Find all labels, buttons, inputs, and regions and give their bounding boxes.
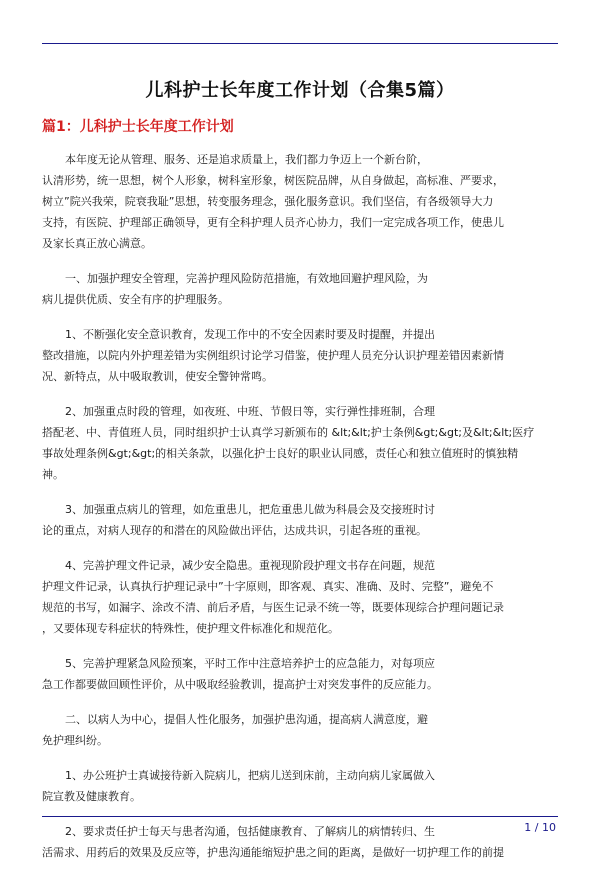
paragraph-line: 护理文件记录，认真执行护理记录中”十字原则，即客观、真实、准确、及时、完整”，避免不: [42, 580, 494, 593]
paragraph-line: 一、加强护理安全管理，完善护理风险防范措施，有效地回避护理风险，为: [65, 272, 428, 285]
paragraph-line: 本年度无论从管理、服务、还是追求质量上，我们都力争迈上一个新台阶，: [65, 153, 428, 166]
paragraph: [42, 765, 558, 807]
paragraph: [42, 499, 558, 541]
paragraph-line: 3、加强重点病儿的管理，如危重患儿，把危重患儿做为科晨会及交接班时讨: [65, 503, 435, 516]
paragraph-line: 1、不断强化安全意识教育，发现工作中的不安全因素时要及时提醒，并提出: [65, 328, 435, 341]
document-title: 儿科护士长年度工作计划（合集5篇）: [145, 80, 455, 101]
section-title: 篇1：儿科护士长年度工作计划: [42, 119, 234, 135]
header-rule: [42, 43, 558, 44]
page-number: 1 / 10: [524, 821, 556, 834]
paragraph-line: ，又要体现专科症状的特殊性，使护理文件标准化和规范化。: [42, 622, 339, 635]
paragraph-line: 病儿提供优质、安全有序的护理服务。: [42, 293, 229, 306]
paragraph-line: 4、完善护理文件记录，减少安全隐患。重视现阶段护理文书存在问题，规范: [65, 559, 435, 572]
paragraph-line: 树立”院兴我荣，院衰我耻”思想，转变服务理念，强化服务意识。我们坚信，有各级领导大力: [42, 195, 494, 208]
paragraph: [42, 653, 558, 695]
paragraph-line: 急工作都要做回顾性评价，从中吸取经验教训，提高护士对突发事件的反应能力。: [42, 678, 438, 691]
paragraph-line: 2、要求责任护士每天与患者沟通，包括健康教育、了解病儿的病情转归、生: [65, 825, 435, 838]
footer-rule: [42, 816, 558, 817]
paragraph-line: 支持，有医院、护理部正确领导，更有全科护理人员齐心协力，我们一定完成各项工作，使患儿: [42, 216, 504, 229]
paragraph: [42, 821, 558, 863]
paragraph-line: 整改措施，以院内外护理差错为实例组织讨论学习借鉴，使护理人员充分认识护理差错因素新情: [42, 349, 504, 362]
paragraph-line: 认清形势，统一思想，树个人形象，树科室形象，树医院品牌，从自身做起，高标准、严要求，: [42, 174, 504, 187]
paragraph-line: 神。: [42, 468, 64, 481]
paragraph-line: 规范的书写，如漏字、涂改不清、前后矛盾，与医生记录不统一等，既要体现综合护理问题记录: [42, 601, 504, 614]
paragraph-line: 活需求、用药后的效果及反应等，护患沟通能缩短护患之间的距离，是做好一切护理工作的前提: [42, 846, 504, 859]
paragraph: [42, 401, 558, 485]
paragraph-line: 5、完善护理紧急风险预案，平时工作中注意培养护士的应急能力，对每项应: [65, 657, 435, 670]
paragraph-line: 免护理纠纷。: [42, 734, 108, 747]
paragraph: [42, 268, 558, 310]
paragraph: [42, 709, 558, 751]
paragraph-line: 况、新特点，从中吸取教训，使安全警钟常鸣。: [42, 370, 273, 383]
paragraph-line: 搭配老、中、青值班人员，同时组织护士认真学习新颁布的 &lt;&lt;护士条例&gt;&gt;及&lt;&lt;医疗: [42, 426, 535, 439]
paragraph-line: 事故处理条例&gt;&gt;的相关条款，以强化护士良好的职业认同感，责任心和独立值班时的慎独精: [42, 447, 519, 460]
document-body: [42, 149, 558, 877]
paragraph-line: 及家长真正放心满意。: [42, 237, 152, 250]
paragraph: [42, 324, 558, 387]
paragraph: [42, 555, 558, 639]
paragraph-line: 论的重点，对病人现存的和潜在的风险做出评估，达成共识，引起各班的重视。: [42, 524, 427, 537]
paragraph-line: 2、加强重点时段的管理，如夜班、中班、节假日等，实行弹性排班制，合理: [65, 405, 435, 418]
paragraph-line: 院宣教及健康教育。: [42, 790, 141, 803]
paragraph-line: 二、以病人为中心，提倡人性化服务，加强护患沟通，提高病人满意度，避: [65, 713, 428, 726]
paragraph: [42, 149, 558, 254]
paragraph-line: 1、办公班护士真诚接待新入院病儿，把病儿送到床前，主动向病儿家属做入: [65, 769, 435, 782]
